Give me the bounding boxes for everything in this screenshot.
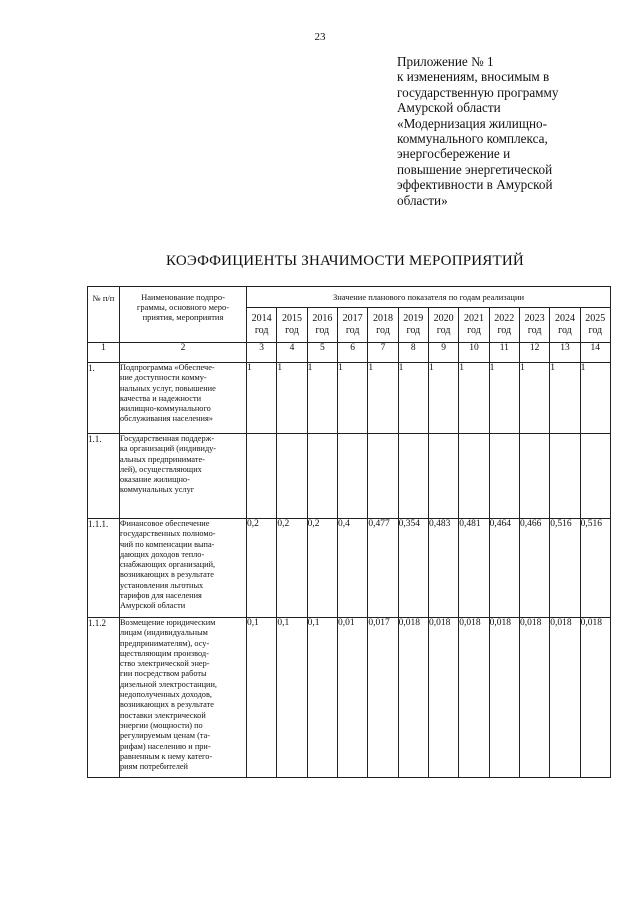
table-row	[88, 363, 611, 434]
appendix-line: «Модернизация жилищно-	[397, 115, 548, 131]
value-cell: 1	[489, 363, 519, 434]
column-number: 11	[489, 343, 519, 363]
year-word: год	[558, 325, 572, 336]
appendix-line: к изменениям, вносимым в	[397, 69, 550, 85]
row-name-line: нальных услуг, повышение	[120, 383, 216, 393]
value-cell: 1	[519, 363, 549, 434]
column-number: 14	[580, 343, 610, 363]
column-number-row	[88, 343, 611, 363]
value-cell: 0,2	[277, 519, 307, 618]
value-cell: 0,516	[550, 519, 580, 618]
row-name-line: коммунальных услуг	[120, 485, 195, 495]
value-cell	[550, 434, 580, 519]
row-name-line: Государственная поддерж-	[120, 434, 215, 443]
row-name-line: оказание жилищно-	[120, 475, 190, 485]
header-year	[398, 308, 428, 343]
value-cell: 0,2	[247, 519, 277, 618]
value-cell	[428, 434, 458, 519]
appendix-line: Приложение № 1	[397, 54, 494, 69]
value-cell: 1	[550, 363, 580, 434]
value-cell	[580, 434, 610, 519]
column-number: 9	[428, 343, 458, 363]
header-year	[580, 308, 610, 343]
year-word: год	[467, 325, 481, 336]
value-cell: 1	[247, 363, 277, 434]
row-name-line: обслуживания населения»	[120, 414, 213, 424]
row-name-line: чий по компенсации выпа-	[120, 539, 215, 549]
header-year	[337, 308, 367, 343]
column-number: 12	[519, 343, 549, 363]
value-cell: 1	[337, 363, 367, 434]
column-number: 2	[120, 343, 247, 363]
column-number: 4	[277, 343, 307, 363]
value-cell: 0,483	[428, 519, 458, 618]
header-year	[428, 308, 458, 343]
value-cell: 0,018	[428, 618, 458, 778]
row-name-line: рифам) населению и при-	[120, 741, 211, 751]
appendix-line: эффективности в Амурской	[397, 177, 553, 193]
header-number: № п/п	[88, 287, 120, 343]
value-cell	[489, 434, 519, 519]
year-word: год	[527, 325, 542, 336]
header-name-line: Наименование подпро-	[141, 292, 225, 302]
year-number: 2016	[312, 313, 333, 324]
value-cell: 1	[368, 363, 398, 434]
year-number: 2019	[403, 313, 424, 324]
row-name	[120, 618, 247, 778]
row-name	[120, 363, 247, 434]
row-name-line: энергии (мощности) по	[120, 720, 203, 730]
row-name-line: дизельной электростанции,	[120, 679, 217, 689]
header-year	[550, 308, 580, 343]
row-name-line: лицам (индивидуальным	[120, 628, 208, 638]
year-number: 2018	[372, 313, 393, 324]
value-cell: 0,018	[550, 618, 580, 778]
value-cell: 1	[307, 363, 337, 434]
appendix-line: области»	[397, 192, 448, 208]
appendix-line: Амурской области	[397, 100, 501, 116]
header-year	[489, 308, 519, 343]
row-number: 1.1.	[88, 434, 120, 519]
row-name-line: Финансовое обеспечение	[120, 519, 210, 528]
header-year	[519, 308, 549, 343]
page-number: 23	[314, 31, 326, 43]
value-cell: 0,1	[277, 618, 307, 778]
header-year	[277, 308, 307, 343]
header-year	[459, 308, 489, 343]
value-cell: 0,4	[337, 519, 367, 618]
row-name-line: возникающих в результате	[120, 700, 214, 710]
value-cell	[519, 434, 549, 519]
row-name-line: Амурской области	[120, 601, 186, 611]
coefficients-table	[87, 286, 611, 778]
value-cell: 1	[428, 363, 458, 434]
value-cell: 0,017	[368, 618, 398, 778]
column-number: 6	[337, 343, 367, 363]
year-number: 2021	[463, 313, 484, 324]
row-name-line: ние доступности комму-	[120, 373, 207, 383]
table-row	[88, 618, 611, 778]
value-cell	[337, 434, 367, 519]
value-cell: 1	[459, 363, 489, 434]
header-year	[368, 308, 398, 343]
column-number: 7	[368, 343, 398, 363]
row-name	[120, 519, 247, 618]
year-number: 2022	[494, 313, 515, 324]
row-name-line: Возмещение юридическим	[120, 618, 216, 627]
year-number: 2017	[342, 313, 363, 324]
value-cell	[247, 434, 277, 519]
year-number: 2014	[251, 313, 272, 324]
column-number: 3	[247, 343, 277, 363]
row-name-line: альных предпринимате-	[120, 454, 205, 464]
row-number: 1.1.1.	[88, 519, 120, 618]
row-name-line: жилищно-коммунального	[120, 404, 211, 414]
value-cell: 0,516	[580, 519, 610, 618]
value-cell: 0,018	[459, 618, 489, 778]
header-name-line: приятия, мероприятия	[142, 312, 224, 322]
value-cell: 0,018	[580, 618, 610, 778]
row-name-line: возникающих в результате	[120, 570, 214, 580]
value-cell: 0,018	[519, 618, 549, 778]
value-cell: 0,1	[247, 618, 277, 778]
year-word: год	[436, 325, 451, 336]
value-cell	[459, 434, 489, 519]
year-number: 2015	[281, 313, 302, 324]
column-number: 5	[307, 343, 337, 363]
row-name-line: ка организаций (индивиду-	[120, 444, 217, 454]
row-name-line: риям потребителей	[120, 762, 188, 772]
column-number: 8	[398, 343, 428, 363]
value-cell	[398, 434, 428, 519]
value-cell	[307, 434, 337, 519]
table-row	[88, 519, 611, 618]
appendix-block	[397, 54, 627, 208]
appendix-line: коммунального комплекса,	[397, 131, 548, 147]
year-number: 2023	[524, 313, 545, 324]
value-cell: 0,477	[368, 519, 398, 618]
row-name-line: регулируемым ценам (та-	[120, 731, 211, 741]
row-number: 1.	[88, 363, 120, 434]
year-word: год	[588, 325, 603, 336]
row-name	[120, 434, 247, 519]
appendix-line: энергосбережение и	[397, 146, 511, 162]
column-number: 1	[88, 343, 120, 363]
year-word: год	[376, 325, 390, 336]
row-number: 1.1.2	[88, 618, 120, 778]
value-cell	[277, 434, 307, 519]
value-cell: 0,018	[398, 618, 428, 778]
year-word: год	[254, 325, 269, 336]
value-cell: 1	[277, 363, 307, 434]
value-cell: 0,018	[489, 618, 519, 778]
header-name-line: граммы, основного меро-	[136, 302, 230, 312]
row-name-line: качества и надежности	[120, 393, 202, 403]
value-cell: 0,1	[307, 618, 337, 778]
value-cell: 0,466	[519, 519, 549, 618]
row-name-line: лей), осуществляющих	[120, 464, 202, 474]
row-name-line: установления льготных	[120, 580, 204, 590]
row-name-line: Подпрограмма «Обеспече-	[120, 363, 215, 372]
row-name-line: снабжающих организаций,	[120, 560, 216, 570]
header-name	[120, 287, 247, 343]
appendix-line: повышение энергетической	[397, 161, 553, 177]
row-name-line: дающих доходов тепло-	[120, 549, 205, 559]
year-word: год	[285, 325, 299, 336]
value-cell: 0,464	[489, 519, 519, 618]
document-title: КОЭФФИЦИЕНТЫ ЗНАЧИМОСТИ МЕРОПРИЯТИЙ	[166, 253, 524, 269]
appendix-line: государственную программу	[397, 84, 559, 100]
row-name-line: поставки электрической	[120, 710, 206, 720]
header-year	[307, 308, 337, 343]
row-name-line: тарифов для населения	[120, 591, 202, 601]
row-name-line: государственных полномо-	[120, 529, 216, 539]
value-cell	[368, 434, 398, 519]
row-name-line: ществляющим производ-	[120, 648, 209, 658]
year-word: год	[345, 325, 360, 336]
table-row	[88, 434, 611, 519]
header-year	[247, 308, 277, 343]
column-number: 10	[459, 343, 489, 363]
value-cell: 0,481	[459, 519, 489, 618]
row-name-line: ство электрической энер-	[120, 659, 210, 669]
value-cell: 0,2	[307, 519, 337, 618]
row-name-line: предпринимателям), осу-	[120, 638, 210, 648]
year-number: 2024	[554, 313, 575, 324]
value-cell: 1	[398, 363, 428, 434]
value-cell: 0,01	[337, 618, 367, 778]
column-number: 13	[550, 343, 580, 363]
value-cell: 1	[580, 363, 610, 434]
row-name-line: недополученных доходов,	[120, 690, 212, 700]
row-name-line: равненным к нему катего-	[120, 751, 213, 761]
year-number: 2020	[433, 313, 454, 324]
year-number: 2025	[585, 313, 606, 324]
year-word: год	[406, 325, 421, 336]
value-cell: 0,354	[398, 519, 428, 618]
row-name-line: гии посредством работы	[120, 669, 207, 679]
header-plan-values: Значение планового показателя по годам реализации	[247, 287, 611, 308]
year-word: год	[315, 325, 330, 336]
year-word: год	[497, 325, 512, 336]
